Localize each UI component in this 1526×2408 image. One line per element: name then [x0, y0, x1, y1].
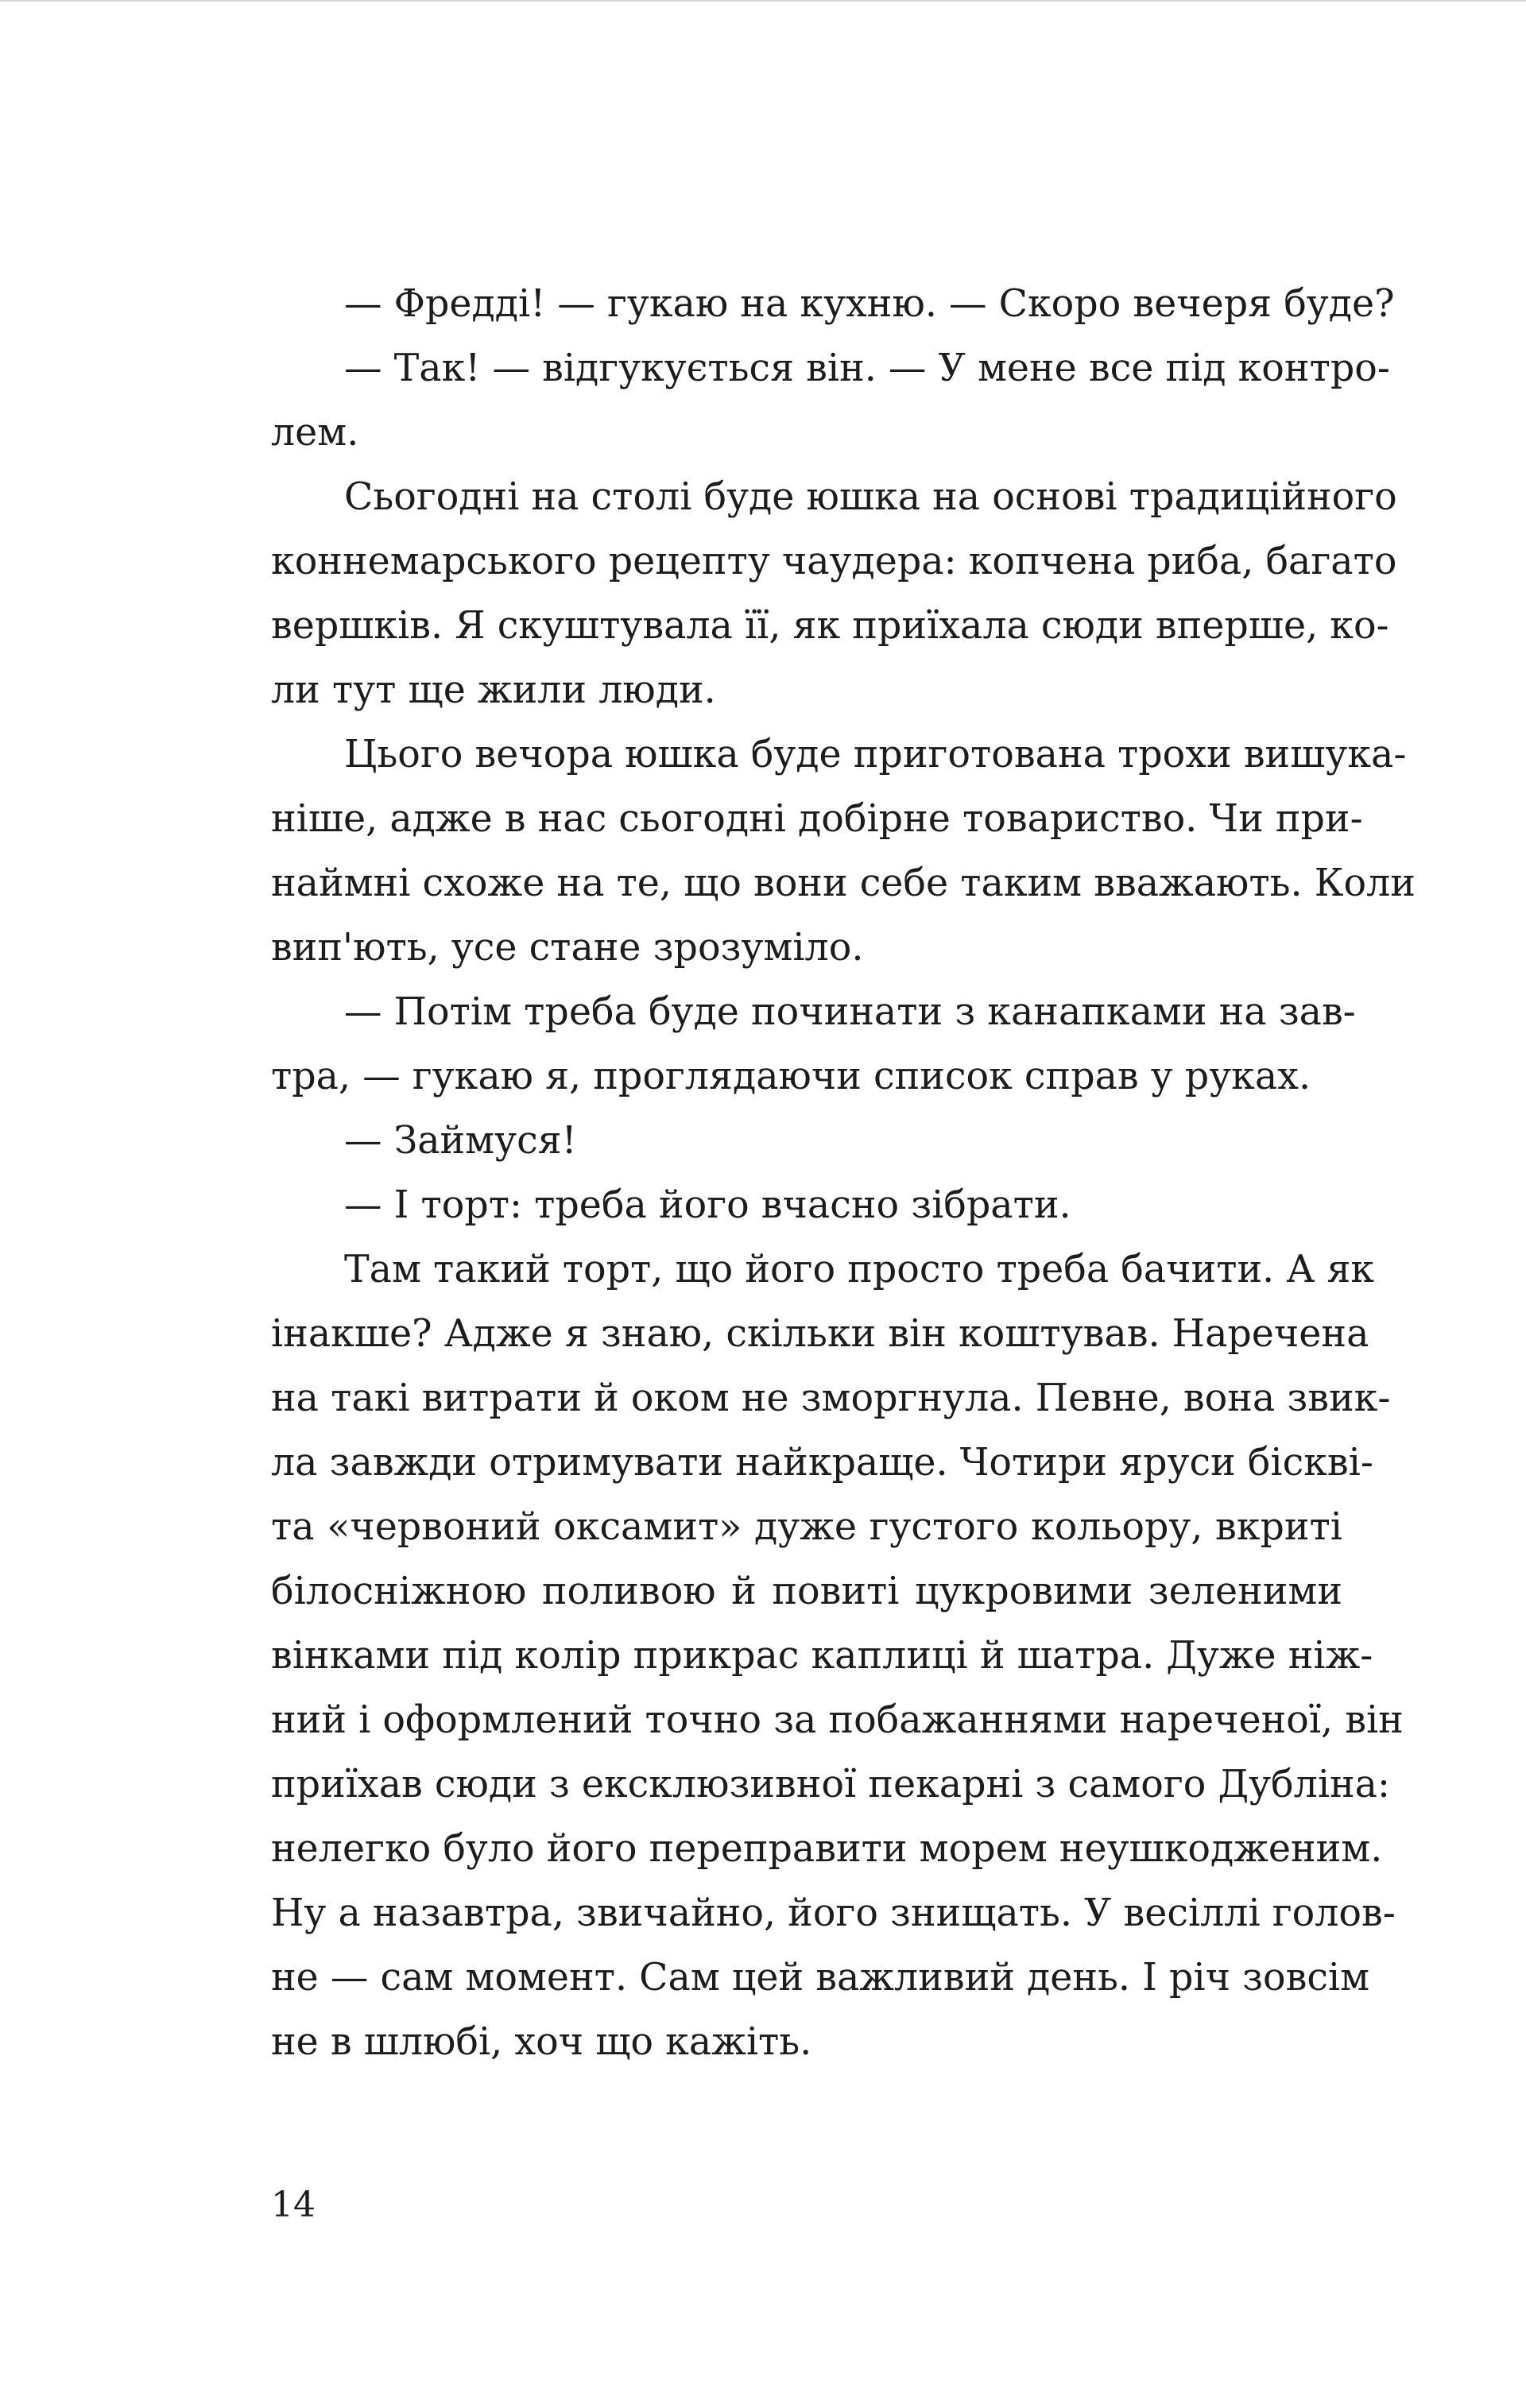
text-line: ла завжди отримувати найкраще. Чотири яруси бісквi- [271, 1441, 1373, 1485]
text-line: — І торт: треба його вчасно зібрати. [344, 1183, 1071, 1227]
text-line: Там такий торт, що його просто треба бачити. А як [344, 1248, 1375, 1291]
text-line: білосніжною поливою й повиті цукровими зеленими [271, 1570, 1342, 1613]
page-number: 14 [271, 2185, 316, 2225]
text-line: — Фредді! — гукаю на кухню. — Скоро вечеря буде? [344, 282, 1395, 326]
text-line: Цього вечора юшка буде приготована трохи вишука- [344, 733, 1407, 776]
text-line: ли тут ще жили люди. [271, 668, 716, 712]
text-line: Сьогодні на столі буде юшка на основі традиційного [344, 475, 1397, 519]
text-line: приїхав сюди з ексклюзивної пекарні з самого Дубліна: [271, 1763, 1390, 1806]
text-line: та «червоний оксамит» дуже густого кольору, вкриті [271, 1505, 1342, 1549]
text-line: коннемарського рецепту чаудера: копчена риба, багато [271, 540, 1397, 583]
text-line: нелегко було його переправити морем неушкодженим. [271, 1827, 1383, 1871]
text-line: Ну а назавтра, звичайно, його знищать. У весіллі голов- [271, 1891, 1396, 1935]
text-line: вершків. Я скуштувала її, як приїхала сюди вперше, ко- [271, 604, 1389, 648]
text-line: — Так! — відгукується він. — У мене все під контро- [344, 346, 1390, 390]
text-line: вінками під колір прикрас каплиці й шатра. Дуже ніж- [271, 1634, 1373, 1678]
top-rule [0, 0, 1526, 2]
text-line: ний і оформлений точно за побажаннями нареченої, він [271, 1698, 1404, 1742]
text-line: лем. [271, 411, 359, 455]
text-line: наймні схоже на те, що вони себе таким вважають. Коли [271, 861, 1416, 905]
page-body-text [271, 272, 1416, 2074]
text-line: вип'ють, усе стане зрозуміло. [271, 926, 864, 970]
text-line: не в шлюбі, хоч що кажіть. [271, 2020, 812, 2064]
text-line: тра, — гукаю я, проглядаючи список справ у руках. [271, 1055, 1311, 1098]
text-line: не — сам момент. Сам цей важливий день. І річ зовсім [271, 1956, 1370, 2000]
text-line: — Займуся! [344, 1119, 577, 1163]
text-line: — Потім треба буде починати з канапками на зав- [344, 990, 1356, 1034]
text-line: ніше, адже в нас сьогодні добірне товариство. Чи при- [271, 797, 1363, 841]
text-line: на такі витрати й оком не зморгнула. Певне, вона звик- [271, 1376, 1391, 1420]
text-line: інакше? Адже я знаю, скільки він коштував. Наречена [271, 1312, 1369, 1356]
